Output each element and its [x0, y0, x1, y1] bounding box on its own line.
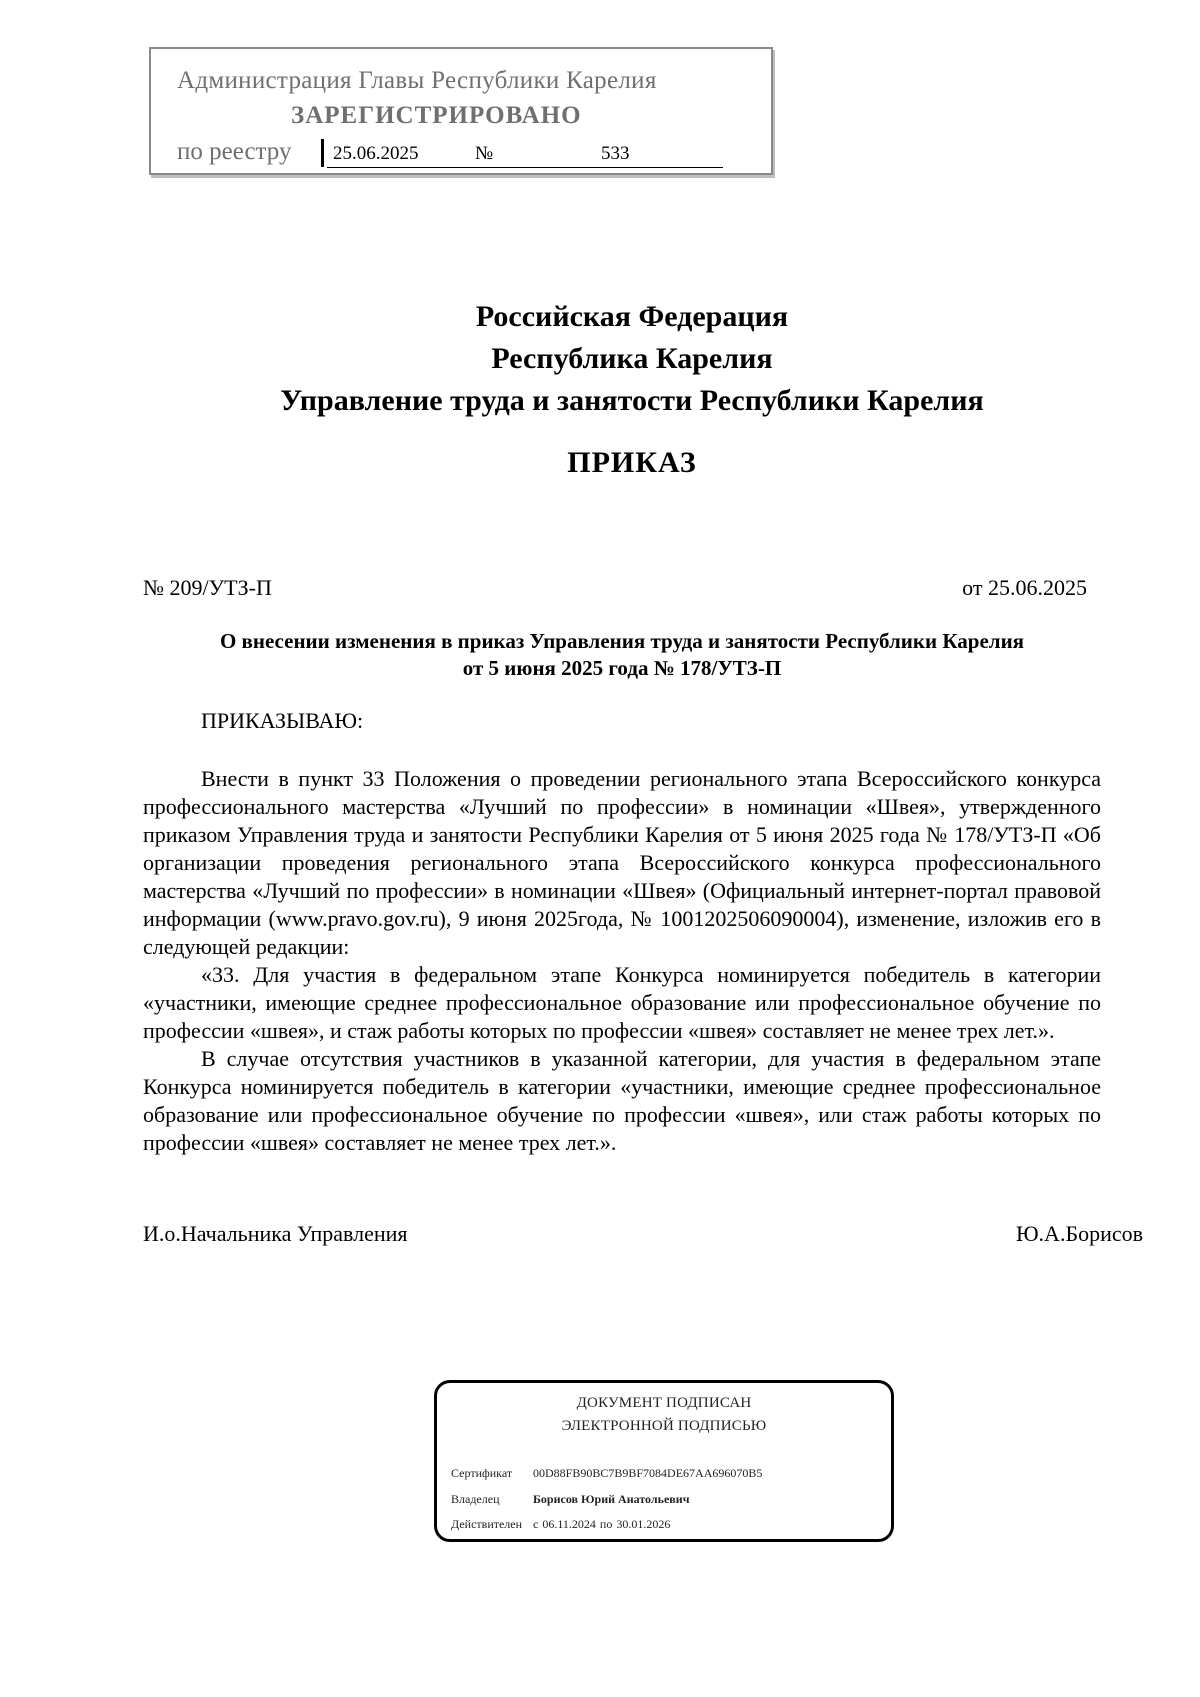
- registration-number: 533: [601, 143, 630, 164]
- electronic-signature-stamp: [434, 1380, 894, 1542]
- esign-owner-label: Владелец: [451, 1492, 500, 1506]
- subject-line-2: от 5 июня 2025 года № 178/УТЗ-П: [462, 656, 782, 680]
- esign-valid-from-word: с: [533, 1517, 539, 1531]
- registration-stamp-authority: Администрация Главы Республики Карелия: [177, 67, 657, 94]
- header-country: Российская Федерация: [475, 300, 789, 333]
- esign-certificate-label: Сертификат: [451, 1466, 513, 1480]
- document-subject: [143, 628, 1101, 682]
- registration-stamp-label: по реестру: [177, 138, 292, 165]
- document-date: от 25.06.2025: [962, 575, 1087, 600]
- header-agency: Управление труда и занятости Республики Карелия: [280, 384, 984, 417]
- body-paragraph: «33. Для участия в федеральном этапе Конкурса номинируется победитель в категории «участники, имеющие среднее профессиональное образование или профессиональное обучение по профессии «швея», и стаж работы которых по профессии «швея» составляет не менее трех лет.».: [143, 962, 1101, 1043]
- body-paragraph: В случае отсутствия участников в указанной категории, для участия в федеральном этапе Конкурса номинируется победитель в категории «участники, имеющие среднее профессиональное образование или профессиональное обучение по профессии «швея», или стаж работы которых по профессии «швея» составляет не менее трех лет.».: [143, 1046, 1101, 1155]
- esign-valid-from: 06.11.2024: [542, 1517, 596, 1531]
- registration-stamp: [149, 47, 773, 175]
- esign-certificate-row: [451, 1466, 762, 1481]
- esign-heading-1: ДОКУМЕНТ ПОДПИСАН: [576, 1395, 752, 1411]
- signatory-title: И.о.Начальника Управления: [143, 1221, 408, 1246]
- esign-certificate-value: 00D88FB90BC7B9BF7084DE67AA696070B5: [533, 1466, 763, 1480]
- document-body: [143, 765, 1101, 1157]
- registration-date: 25.06.2025: [333, 143, 419, 164]
- body-paragraph: Внести в пункт 33 Положения о проведении регионального этапа Всероссийского конкурса профессионального мастерства «Лучший по профессии» в номинации «Швея», утвержденного приказом Управления труда и занятости Республики Карелия от 5 июня 2025 года № 178/УТЗ-П «Об организации проведения регионального этапа Всероссийского конкурса профессионального мастерства «Лучший по профессии» в номинации «Швея» (Официальный интернет-портал правовой информации (www.pravo.gov.ru), 9 июня 2025года, № 1001202506090004), изменение, изложив его в следующей редакции:: [143, 766, 1101, 959]
- document-number: № 209/УТЗ-П: [143, 575, 272, 600]
- esign-valid-to-word: по: [599, 1517, 613, 1531]
- header-region: Республика Карелия: [491, 342, 773, 375]
- esign-validity-row: [451, 1517, 670, 1532]
- registration-stamp-divider: [321, 139, 324, 167]
- registration-stamp-status: ЗАРЕГИСТРИРОВАНО: [291, 102, 582, 129]
- signatory-name: Ю.А.Борисов: [1015, 1221, 1143, 1246]
- esign-valid-to: 30.01.2026: [616, 1517, 671, 1531]
- registration-number-sign: №: [475, 143, 494, 164]
- subject-line-1: О внесении изменения в приказ Управления труда и занятости Республики Карелия: [219, 629, 1025, 653]
- document-type-title: ПРИКАЗ: [567, 446, 697, 479]
- esign-validity-label: Действителен: [451, 1517, 523, 1531]
- registration-underline: [327, 167, 723, 168]
- esign-owner-value: Борисов Юрий Анатольевич: [533, 1492, 690, 1506]
- esign-owner-row: [451, 1492, 689, 1507]
- esign-heading-2: ЭЛЕКТРОННОЙ ПОДПИСЬЮ: [561, 1418, 767, 1434]
- order-word: ПРИКАЗЫВАЮ:: [201, 708, 364, 733]
